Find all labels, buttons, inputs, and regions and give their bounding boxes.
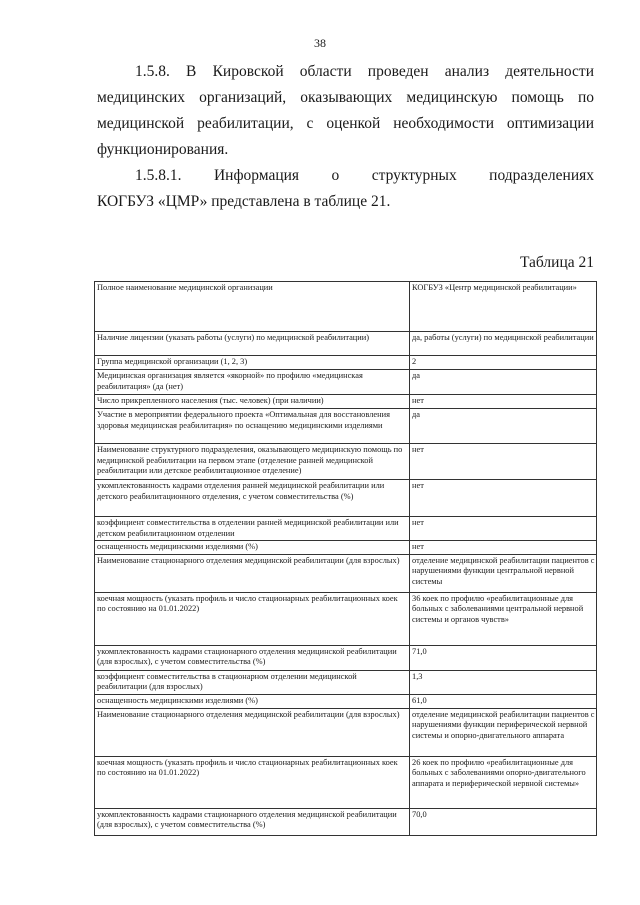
row-value: 61,0 (410, 694, 597, 708)
paragraph-line: функционирования. (97, 141, 229, 158)
table-row (95, 444, 597, 480)
row-label: Число прикрепленного населения (тыс. человек) (при наличии) (95, 395, 410, 409)
row-value: нет (410, 480, 597, 517)
row-label: Наименование стационарного отделения медицинской реабилитации (для взрослых) (95, 708, 410, 756)
row-value: 70,0 (410, 808, 597, 835)
row-label: укомплектованность кадрами отделения ранней медицинской реабилитации или детского реабилитационного отделения, с учетом совместительства (%) (95, 480, 410, 517)
row-label: Участие в мероприятии федерального проекта «Оптимальная для восстановления здоровья медицинская реабилитация» по оснащению медицинскими изделиями (95, 409, 410, 444)
row-label: Группа медицинской организации (1, 2, 3) (95, 356, 410, 370)
row-value: 36 коек по профилю «реабилитационные для больных с заболеваниями центральной нервной системы и органов чувств» (410, 592, 597, 645)
row-value: да (410, 370, 597, 395)
row-label: Медицинская организация является «якорной» по профилю «медицинская реабилитация» (да (нет) (95, 370, 410, 395)
row-label: Наименование структурного подразделения, оказывающего медицинскую помощь по медицинской реабилитации на первом этапе (отделение ранней медицинской реабилитации или детское реабилитационное отделение) (95, 444, 410, 480)
table-row (95, 282, 597, 332)
row-value: да, работы (услуги) по медицинской реабилитации (410, 332, 597, 356)
table-row (95, 332, 597, 356)
paragraph-line: 1.5.8. В Кировской области проведен анализ деятельности (135, 63, 594, 80)
info-table (94, 281, 597, 836)
table-row (95, 517, 597, 541)
table-row (95, 395, 597, 409)
paragraph-1-5-8 (97, 59, 594, 163)
row-label: оснащенность медицинскими изделиями (%) (95, 541, 410, 555)
paragraph-1-5-8-1 (97, 163, 594, 215)
row-value: нет (410, 395, 597, 409)
row-value: отделение медицинской реабилитации пациентов с нарушениями функции периферической нервной системы и опорно-двигательного аппарата (410, 708, 597, 756)
row-label: коечная мощность (указать профиль и число стационарных реабилитационных коек по состоянию на 01.01.2022) (95, 592, 410, 645)
table-row (95, 409, 597, 444)
row-label: коэффициент совместительства в отделении ранней медицинской реабилитации или детском реабилитационном отделении (95, 517, 410, 541)
paragraph-line: КОГБУЗ «ЦМР» представлена в таблице 21. (97, 193, 391, 210)
row-value: 71,0 (410, 645, 597, 670)
row-value: нет (410, 541, 597, 555)
row-value: 1,3 (410, 670, 597, 694)
paragraph-line: медицинских организаций, оказывающих медицинскую помощь по (97, 89, 594, 106)
page-number: 38 (314, 36, 326, 50)
row-label: Наличие лицензии (указать работы (услуги) по медицинской реабилитации) (95, 332, 410, 356)
row-label: Наименование стационарного отделения медицинской реабилитации (для взрослых) (95, 554, 410, 592)
row-value: КОГБУЗ «Центр медицинской реабилитации» (410, 282, 597, 332)
table-row (95, 670, 597, 694)
row-label: укомплектованность кадрами стационарного отделения медицинской реабилитации (для взрослых), с учетом совместительства (%) (95, 645, 410, 670)
table-row (95, 554, 597, 592)
row-value: отделение медицинской реабилитации пациентов с нарушениями функции центральной нервной системы (410, 554, 597, 592)
table-row (95, 370, 597, 395)
row-value: 26 коек по профилю «реабилитационные для больных с заболеваниями опорно-двигательного аппарата и периферической нервной системы» (410, 756, 597, 808)
table-row (95, 645, 597, 670)
row-value: нет (410, 444, 597, 480)
table-caption: Таблица 21 (519, 254, 594, 271)
row-label: Полное наименование медицинской организации (95, 282, 410, 332)
row-value: нет (410, 517, 597, 541)
row-value: да (410, 409, 597, 444)
table-row (95, 592, 597, 645)
table-row (95, 708, 597, 756)
row-label: коэффициент совместительства в стационарном отделении медицинской реабилитации (для взрослых) (95, 670, 410, 694)
table-row (95, 356, 597, 370)
paragraph-line: 1.5.8.1. Информация о структурных подразделениях (135, 167, 594, 184)
row-label: оснащенность медицинскими изделиями (%) (95, 694, 410, 708)
table-row (95, 694, 597, 708)
table-row (95, 480, 597, 517)
table-row (95, 756, 597, 808)
row-value: 2 (410, 356, 597, 370)
paragraph-line: медицинской реабилитации, с оценкой необходимости оптимизации (97, 115, 594, 132)
row-label: коечная мощность (указать профиль и число стационарных реабилитационных коек по состоянию на 01.01.2022) (95, 756, 410, 808)
table-row (95, 808, 597, 835)
row-label: укомплектованность кадрами стационарного отделения медицинской реабилитации (для взрослых), с учетом совместительства (%) (95, 808, 410, 835)
table-row (95, 541, 597, 555)
